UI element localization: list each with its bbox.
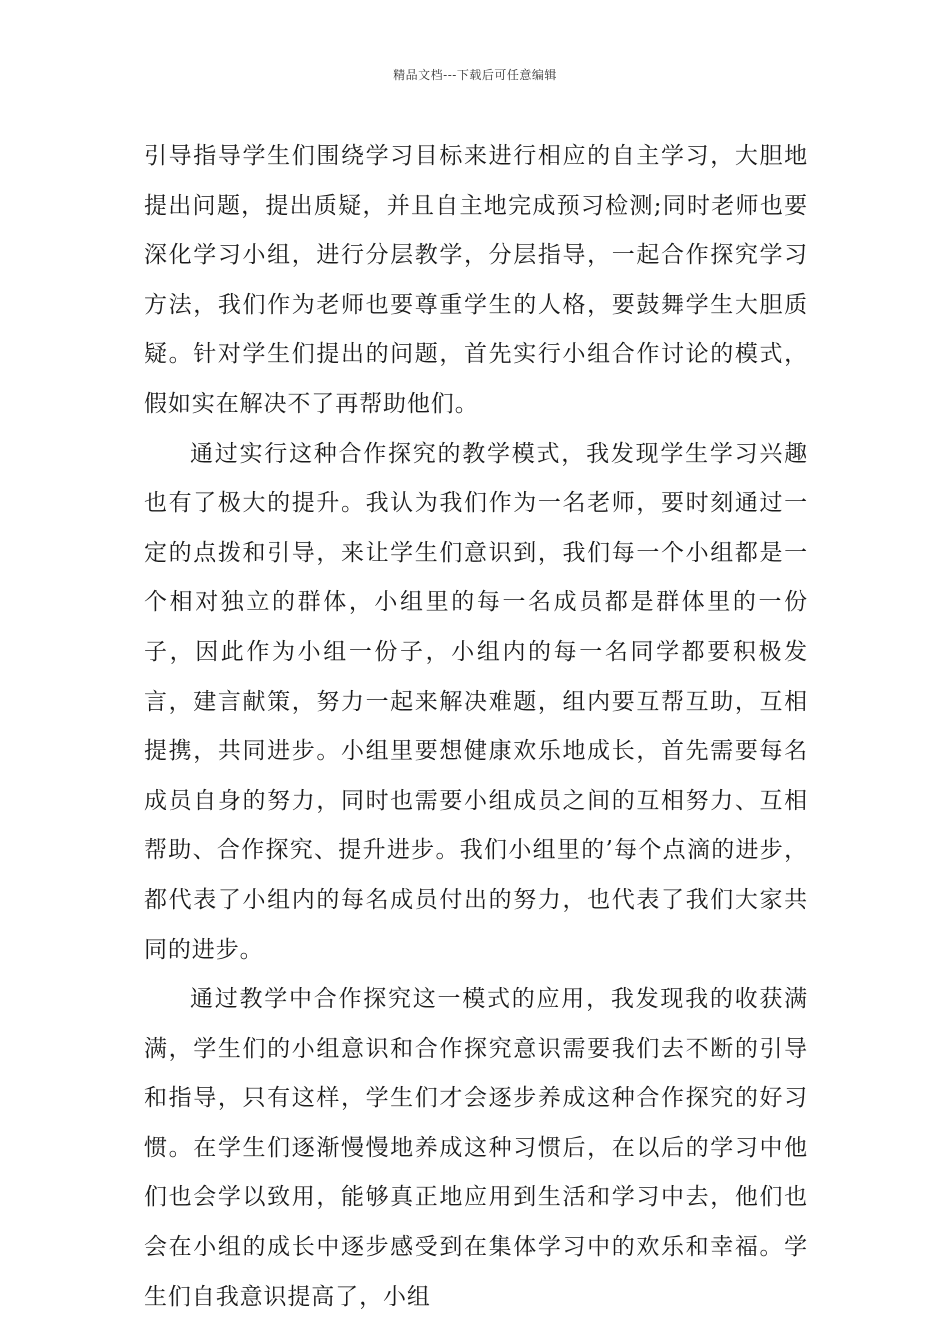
page-header: 精品文档---下载后可任意编辑 (393, 68, 557, 82)
paragraph-1: 引导指导学生们围绕学习目标来进行相应的自主学习，大胆地提出问题，提出质疑，并且自主地完成预习检测;同时老师也要深化学习小组，进行分层教学，分层指导，一起合作探究学习方法，我们作为老师也要尊重学生的人格，要鼓舞学生大胆质疑。针对学生们提出的问题，首先实行小组合作讨论的模式，假如实在解决不了再帮助他们。 (144, 143, 808, 417)
body-text (144, 132, 808, 1322)
paragraph-3: 通过教学中合作探究这一模式的应用，我发现我的收获满满，学生们的小组意识和合作探究意识需要我们去不断的引导和指导，只有这样，学生们才会逐步养成这种合作探究的好习惯。在学生们逐渐慢慢地养成这种习惯后，在以后的学习中他们也会学以致用，能够真正地应用到生活和学习中去，他们也会在小组的成长中逐步感受到在集体学习中的欢乐和幸福。学生们自我意识提高了，小组 (144, 986, 808, 1310)
paragraph-2: 通过实行这种合作探究的教学模式，我发现学生学习兴趣也有了极大的提升。我认为我们作为一名老师，要时刻通过一定的点拨和引导，来让学生们意识到，我们每一个小组都是一个相对独立的群体，小组里的每一名成员都是群体里的一份子，因此作为小组一份子，小组内的每一名同学都要积极发言，建言献策，努力一起来解决难题，组内要互帮互助，互相提携，共同进步。小组里要想健康欢乐地成长，首先需要每名成员自身的努力，同时也需要小组成员之间的互相努力、互相帮助、合作探究、提升进步。我们小组里的’每个点滴的进步，都代表了小组内的每名成员付出的努力，也代表了我们大家共同的进步。 (144, 440, 808, 963)
